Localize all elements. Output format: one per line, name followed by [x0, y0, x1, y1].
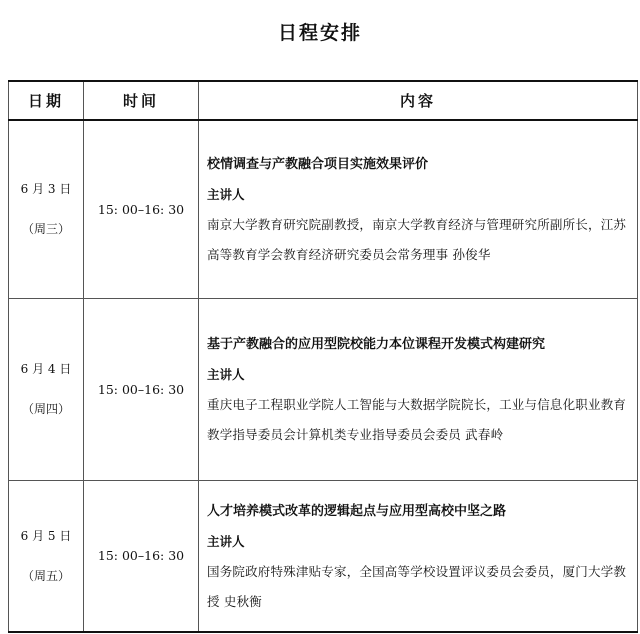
session-date: 6 月 3 日	[20, 182, 72, 197]
session-row	[9, 120, 638, 298]
speaker-label: 主讲人	[207, 187, 245, 203]
schedule-table	[8, 80, 638, 633]
session-weekday: （周三）	[21, 222, 70, 237]
table-header-row	[9, 81, 638, 120]
header-date: 日期	[9, 81, 84, 120]
session-row	[9, 298, 638, 480]
session-row	[9, 480, 638, 632]
speaker-info: 国务院政府特殊津贴专家，全国高等学校设置评议委员会委员，厦门大学教授 史秋衡	[207, 563, 627, 609]
header-time: 时间	[84, 81, 199, 120]
header-content: 内容	[199, 81, 638, 120]
session-topic: 人才培养模式改革的逻辑起点与应用型高校中坚之路	[207, 503, 507, 519]
session-content	[199, 298, 638, 480]
session-content	[199, 120, 638, 298]
session-topic: 校情调查与产教融合项目实施效果评价	[207, 157, 429, 173]
page-title: 日程安排	[277, 22, 362, 44]
session-time: 15: 00–16: 30	[84, 480, 199, 632]
speaker-label: 主讲人	[207, 367, 245, 382]
session-date: 6 月 5 日	[20, 528, 72, 543]
speaker-info: 南京大学教育研究院副教授，南京大学教育经济与管理研究所副所长，江苏高等教育学会教育经济研究委员会常务理事 孙俊华	[207, 217, 627, 263]
session-time: 15: 00–16: 30	[84, 120, 199, 298]
session-time: 15: 00–16: 30	[84, 298, 199, 480]
session-date-cell	[9, 120, 84, 298]
session-date: 6 月 4 日	[20, 362, 72, 376]
session-weekday: （周五）	[21, 568, 70, 583]
session-topic: 基于产教融合的应用型院校能力本位课程开发模式构建研究	[207, 337, 546, 352]
speaker-info: 重庆电子工程职业学院人工智能与大数据学院院长，工业与信息化职业教育教学指导委员会计算机类专业指导委员会委员 武春岭	[207, 397, 627, 442]
session-date-cell	[9, 298, 84, 480]
session-weekday: （周四）	[21, 402, 70, 416]
session-content	[199, 480, 638, 632]
speaker-label: 主讲人	[207, 533, 245, 549]
session-date-cell	[9, 480, 84, 632]
